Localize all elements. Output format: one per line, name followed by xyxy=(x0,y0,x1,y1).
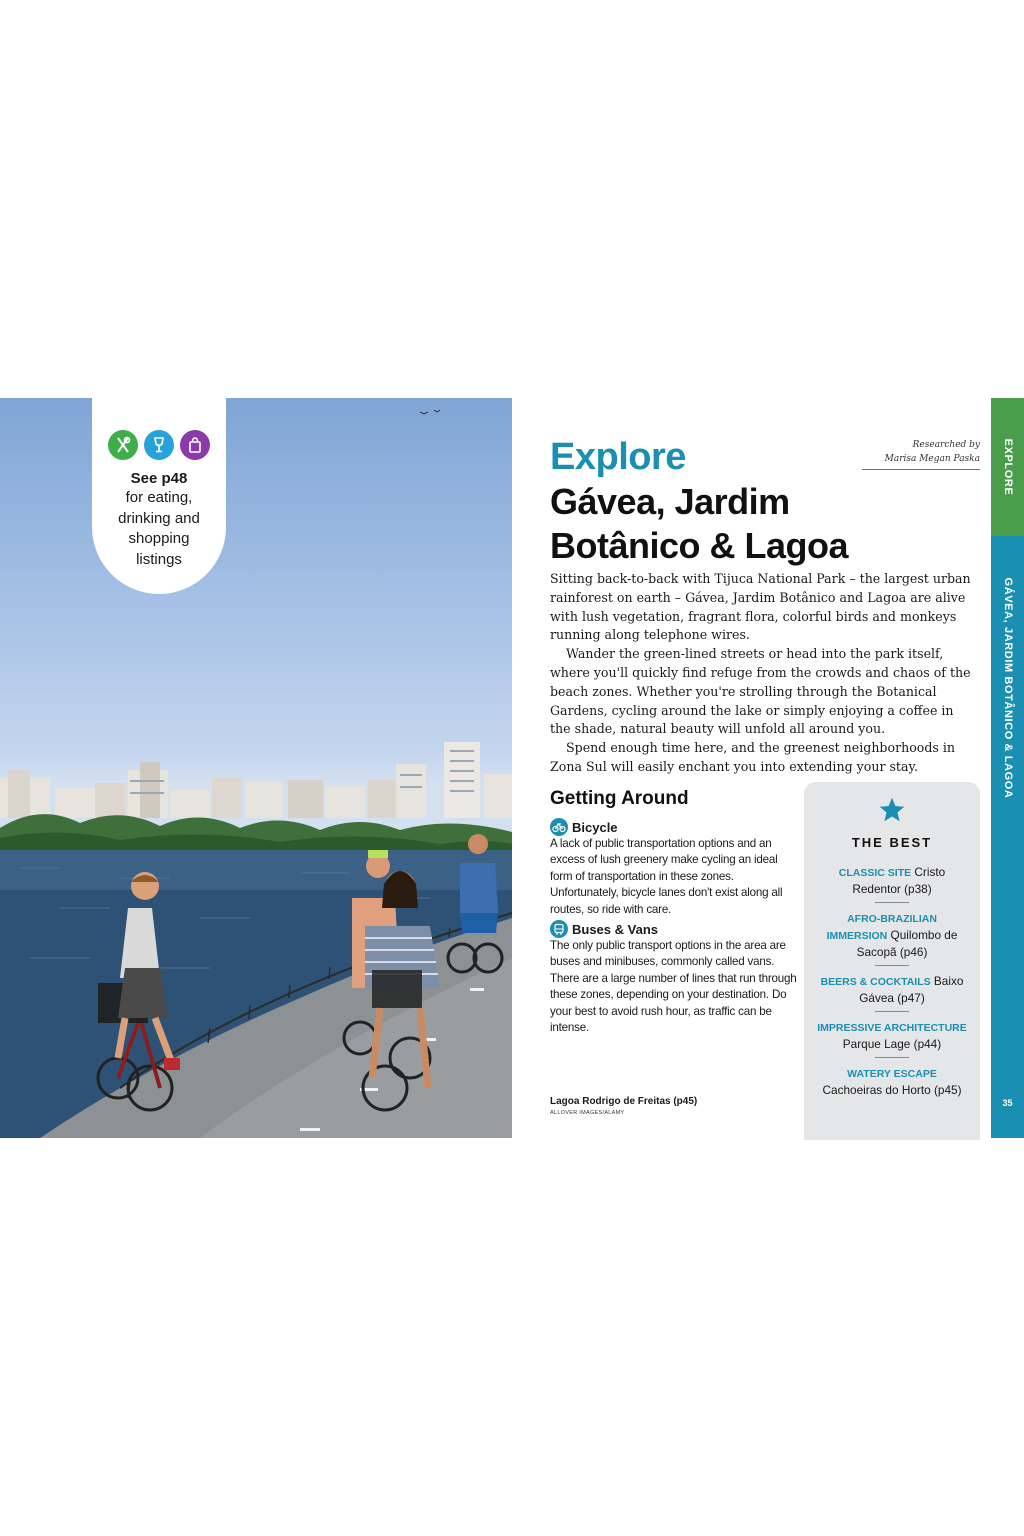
wine-glass-icon xyxy=(144,430,174,460)
callout-line: shopping xyxy=(128,530,190,547)
explore-tab-label: EXPLORE xyxy=(1001,438,1014,496)
bus-icon xyxy=(550,920,568,938)
best-item-key: AFRO-BRAZILIAN IMMERSION xyxy=(826,913,937,942)
the-best-title: THE BEST xyxy=(851,835,933,850)
bicycle-icon xyxy=(550,818,568,836)
bicycle-label: Bicycle xyxy=(572,819,618,835)
listing-icons xyxy=(92,430,226,460)
buses-label: Buses & Vans xyxy=(572,921,658,937)
bicycle-text: A lack of public transportation options and an excess of lush greenery make cycling an ideal form of transportation in these zones. Unfortunately, bicycle lanes don't exist along all routes, so ride with care. xyxy=(550,837,783,916)
best-divider xyxy=(875,1011,909,1012)
best-item-value: Cristo Redentor (p38) xyxy=(852,865,946,896)
best-item-value: Parque Lage (p44) xyxy=(842,1037,942,1051)
best-item-key: IMPRESSIVE ARCHITECTURE xyxy=(817,1022,967,1034)
callout-line: drinking and xyxy=(118,509,200,527)
photo-caption: Lagoa Rodrigo de Freitas (p45) xyxy=(550,1096,698,1107)
area-tab-label: GÁVEA, JARDIM BOTÂNICO & LAGOA xyxy=(1001,577,1014,799)
buses-text: The only public transport options in the area are buses and minibuses, commonly called vans. There are a large number of lines that run through these zones, depending on your destination. Do your best to avoid rush hour, as traffic can be intense. xyxy=(550,939,797,1035)
best-item xyxy=(817,864,967,897)
utensils-icon xyxy=(108,430,138,460)
best-item xyxy=(817,1019,967,1052)
shopping-bag-icon xyxy=(180,430,210,460)
best-divider xyxy=(875,1057,909,1058)
the-best-panel xyxy=(804,782,980,1140)
best-item-value: Quilombo de Sacopã (p46) xyxy=(856,928,958,959)
getting-around-heading: Getting Around xyxy=(550,788,689,809)
best-item-key: BEERS & COCKTAILS xyxy=(820,976,931,988)
best-item xyxy=(817,973,967,1006)
researched-by xyxy=(840,438,980,466)
best-item-key: WATERY ESCAPE xyxy=(847,1068,937,1080)
best-item-value: Cachoeiras do Horto (p45) xyxy=(822,1083,962,1097)
callout-line: for eating, xyxy=(125,489,193,506)
lagoa-cyclists-photo xyxy=(0,398,512,1138)
intro-paragraph: Spend enough time here, and the greenest neighborhoods in Zona Sul will easily enchant you into extending your stay. xyxy=(550,740,956,774)
explore-heading: Explore xyxy=(550,436,686,478)
best-item-key: CLASSIC SITE xyxy=(838,867,912,879)
best-item xyxy=(817,910,967,960)
researched-rule xyxy=(862,469,980,470)
intro-text xyxy=(550,570,978,777)
buses-subheading xyxy=(550,920,658,938)
best-item xyxy=(817,1065,967,1098)
page-number: 35 xyxy=(1002,1098,1013,1108)
best-divider xyxy=(875,965,909,966)
explore-tab[interactable] xyxy=(991,398,1024,536)
intro-paragraph: Wander the green-lined streets or head into the park itself, where you'll quickly find refuge from the crowds and chaos of the beach zones. Whether you're strolling through the Botanical Gardens, cycling around the lake or simply enjoying a coffee in the shade, natural beauty will unfold all around you. xyxy=(550,646,971,737)
photo-credit: ALLOVER IMAGES/ALAMY xyxy=(550,1110,625,1116)
callout-line: listings xyxy=(136,550,182,568)
photo-illustration xyxy=(0,398,512,1138)
intro-paragraph: Sitting back-to-back with Tijuca National Park – the largest urban rainforest on earth – Gávea, Jardim Botânico and Lagoa are alive with lush vegetation, fragrant flora, colorful birds and monkeys running along telephone wires. xyxy=(550,571,971,643)
best-divider xyxy=(875,902,909,903)
see-listings-callout xyxy=(92,398,226,594)
page-title xyxy=(550,480,848,568)
title-line-1: Gávea, Jardim xyxy=(550,481,790,522)
see-page-reference[interactable]: See p48 xyxy=(130,470,188,487)
bicycle-subheading xyxy=(550,818,618,836)
researcher-name: Marisa Megan Paska xyxy=(884,454,980,464)
title-line-2: Botânico & Lagoa xyxy=(550,525,849,566)
callout-description xyxy=(92,488,226,570)
star-icon xyxy=(804,796,980,829)
best-item-value: Baixo Gávea (p47) xyxy=(859,974,964,1005)
area-tab[interactable] xyxy=(991,536,1024,1138)
researched-label: Researched by xyxy=(912,440,980,450)
